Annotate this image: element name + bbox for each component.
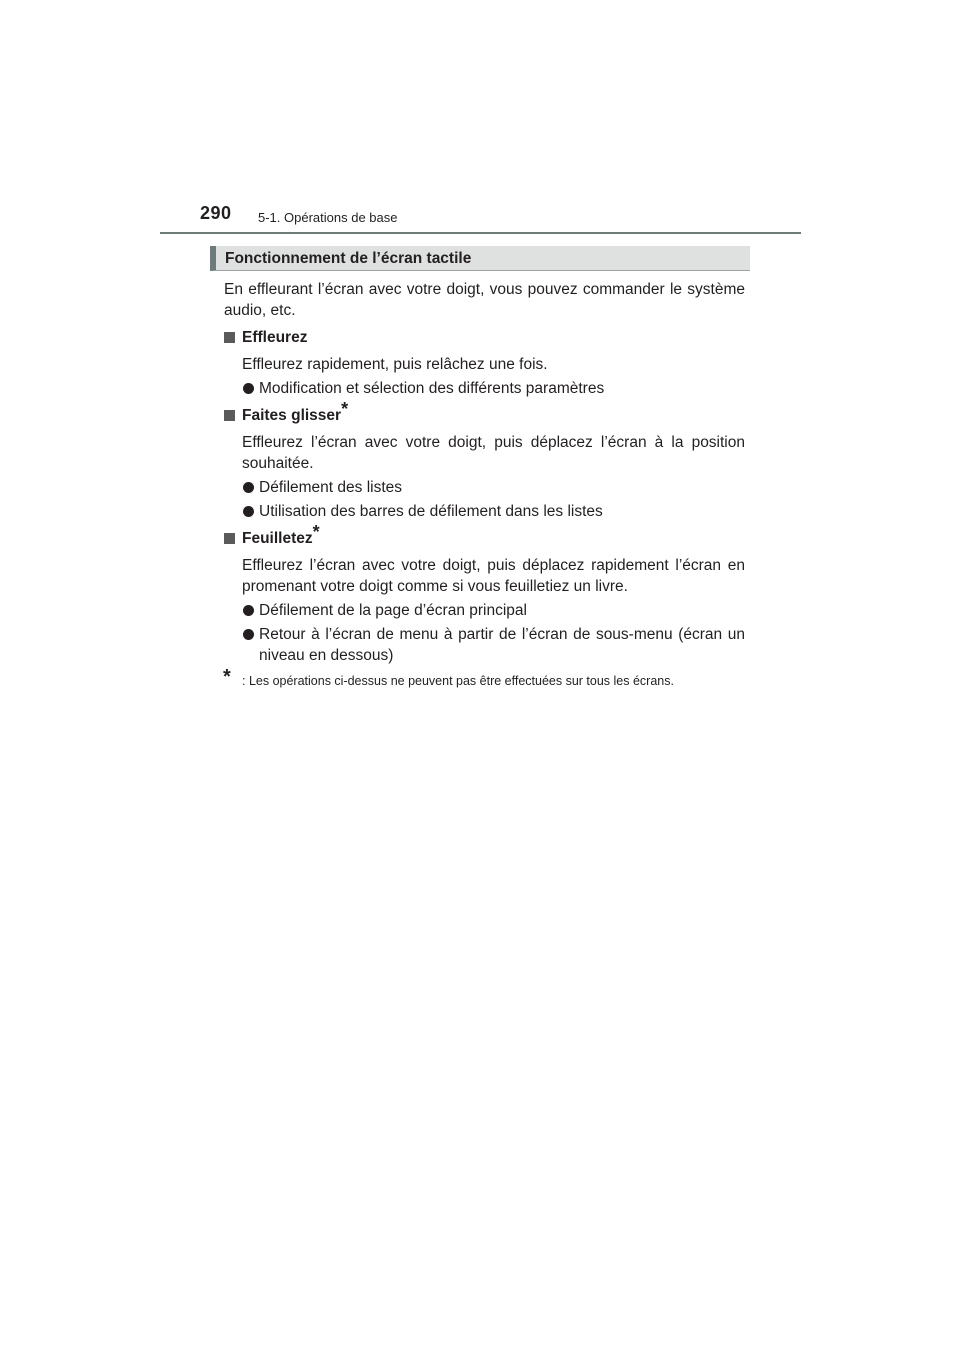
item-description: Effleurez rapidement, puis relâchez une fois. (242, 356, 548, 373)
round-bullet-icon (243, 629, 254, 640)
page-number: 290 (200, 203, 232, 223)
footnote (223, 666, 745, 691)
item-heading-text: Feuilletez (242, 530, 313, 547)
square-bullet-icon (224, 533, 235, 544)
asterisk-marker: * (341, 398, 349, 419)
item-heading-text: Effleurez (242, 329, 308, 346)
item-drag (224, 398, 745, 522)
header-divider (160, 232, 801, 234)
item-heading-text: Faites glisser (242, 407, 342, 424)
item-heading (224, 327, 745, 348)
list-item-text: Défilement des listes (259, 479, 403, 496)
item-description: Effleurez l’écran avec votre doigt, puis déplacez l’écran à la position souhaitée. (242, 434, 745, 472)
list-item-text: Modification et sélection des différents paramètres (259, 380, 605, 397)
list-item (224, 378, 745, 399)
chapter-title: 5-1. Opérations de base (258, 210, 398, 225)
footnote-text: : Les opérations ci-dessus ne peuvent pas être effectuées sur tous les écrans. (242, 674, 674, 688)
round-bullet-icon (243, 482, 254, 493)
section-body (224, 279, 745, 691)
list-item (224, 501, 745, 522)
item-tap (224, 327, 745, 399)
item-description: Effleurez l’écran avec votre doigt, puis déplacez rapidement l’écran en promenant votre doigt comme si vous feuilletiez un livre. (242, 557, 745, 595)
list-item-text: Utilisation des barres de défilement dans les listes (259, 503, 603, 520)
section-title: Fonctionnement de l’écran tactile (225, 250, 472, 267)
square-bullet-icon (224, 410, 235, 421)
list-item (224, 477, 745, 498)
section-heading (210, 246, 750, 271)
round-bullet-icon (243, 605, 254, 616)
list-item (224, 624, 745, 666)
item-heading (224, 398, 745, 426)
round-bullet-icon (243, 383, 254, 394)
list-item-text: Défilement de la page d’écran principal (259, 602, 527, 619)
list-item-text: Retour à l’écran de menu à partir de l’écran de sous-menu (écran un niveau en dessous) (259, 626, 745, 664)
square-bullet-icon (224, 332, 235, 343)
round-bullet-icon (243, 506, 254, 517)
item-flick (224, 521, 745, 666)
intro-paragraph: En effleurant l’écran avec votre doigt, vous pouvez commander le système audio, etc. (224, 281, 745, 319)
asterisk-marker: * (312, 521, 320, 542)
footnote-marker: * (223, 666, 231, 688)
item-heading (224, 521, 745, 549)
list-item (224, 600, 745, 621)
